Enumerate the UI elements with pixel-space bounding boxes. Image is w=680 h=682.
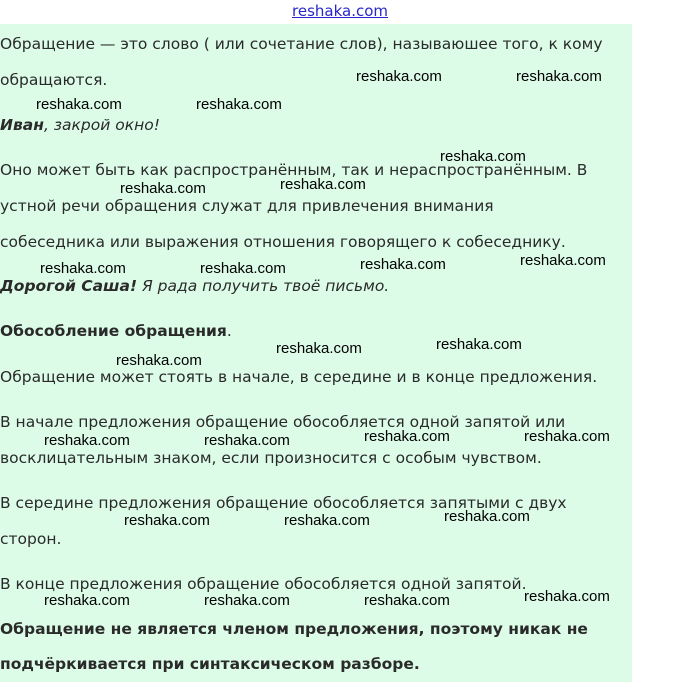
paragraph-types-line-2: устной речи обращения служат для привлечения внимания (0, 197, 494, 215)
watermark: reshaka.com (356, 68, 442, 85)
watermark: reshaka.com (284, 512, 370, 529)
watermark: reshaka.com (364, 592, 450, 609)
paragraph-definition-line-2: обращаются. (0, 71, 108, 89)
watermark: reshaka.com (120, 180, 206, 197)
example-1-address: Иван (0, 116, 44, 134)
paragraph-positions: Обращение может стоять в начале, в середине и в конце предложения. (0, 368, 598, 386)
watermark: reshaka.com (44, 592, 130, 609)
paragraph-beginning-line-1: В начале предложения обращение обособляется одной запятой или (0, 413, 566, 431)
section-heading-text: Обособление обращения (0, 322, 227, 340)
watermark: reshaka.com (444, 508, 530, 525)
watermark: reshaka.com (364, 428, 450, 445)
watermark: reshaka.com (196, 96, 282, 113)
watermark: reshaka.com (40, 260, 126, 277)
paragraph-syntax-line-1: Обращение не является членом предложения, поэтому никак не (0, 620, 588, 638)
watermark: reshaka.com (36, 96, 122, 113)
watermark: reshaka.com (204, 592, 290, 609)
watermark: reshaka.com (524, 428, 610, 445)
site-link[interactable]: reshaka.com (292, 2, 388, 20)
example-2-address: Дорогой Саша! (0, 277, 138, 295)
watermark: reshaka.com (280, 176, 366, 193)
watermark: reshaka.com (516, 68, 602, 85)
watermark: reshaka.com (520, 252, 606, 269)
watermark: reshaka.com (440, 148, 526, 165)
example-1 (0, 115, 160, 135)
watermark: reshaka.com (116, 352, 202, 369)
example-2-text: Я рада получить твоё письмо. (137, 277, 390, 295)
paragraph-syntax-line-2: подчёркивается при синтаксическом разборе. (0, 655, 420, 673)
watermark: reshaka.com (124, 512, 210, 529)
example-1-text: , закрой окно! (43, 116, 160, 134)
paragraph-types-line-3: собеседника или выражения отношения говорящего к собеседнику. (0, 233, 566, 251)
watermark: reshaka.com (524, 588, 610, 605)
watermark: reshaka.com (200, 260, 286, 277)
watermark: reshaka.com (44, 432, 130, 449)
paragraph-definition-line-1: Обращение — это слово ( или сочетание слов), называюшее того, к кому (0, 35, 603, 53)
paragraph-beginning-line-2: восклицательным знаком, если произносится с особым чувством. (0, 449, 542, 467)
paragraph-middle-line-1: В середине предложения обращение обособляется запятыми с двух (0, 494, 567, 512)
example-2 (0, 276, 389, 296)
section-heading (0, 321, 232, 341)
paragraph-end: В конце предложения обращение обособляется одной запятой. (0, 575, 527, 593)
watermark: reshaka.com (360, 256, 446, 273)
paragraph-types-line-1: Оно может быть как распространённым, так и нераспространённым. В (0, 161, 588, 179)
watermark: reshaka.com (204, 432, 290, 449)
watermark: reshaka.com (436, 336, 522, 353)
paragraph-middle-line-2: сторон. (0, 530, 62, 548)
watermark: reshaka.com (276, 340, 362, 357)
section-heading-dot: . (226, 322, 232, 340)
